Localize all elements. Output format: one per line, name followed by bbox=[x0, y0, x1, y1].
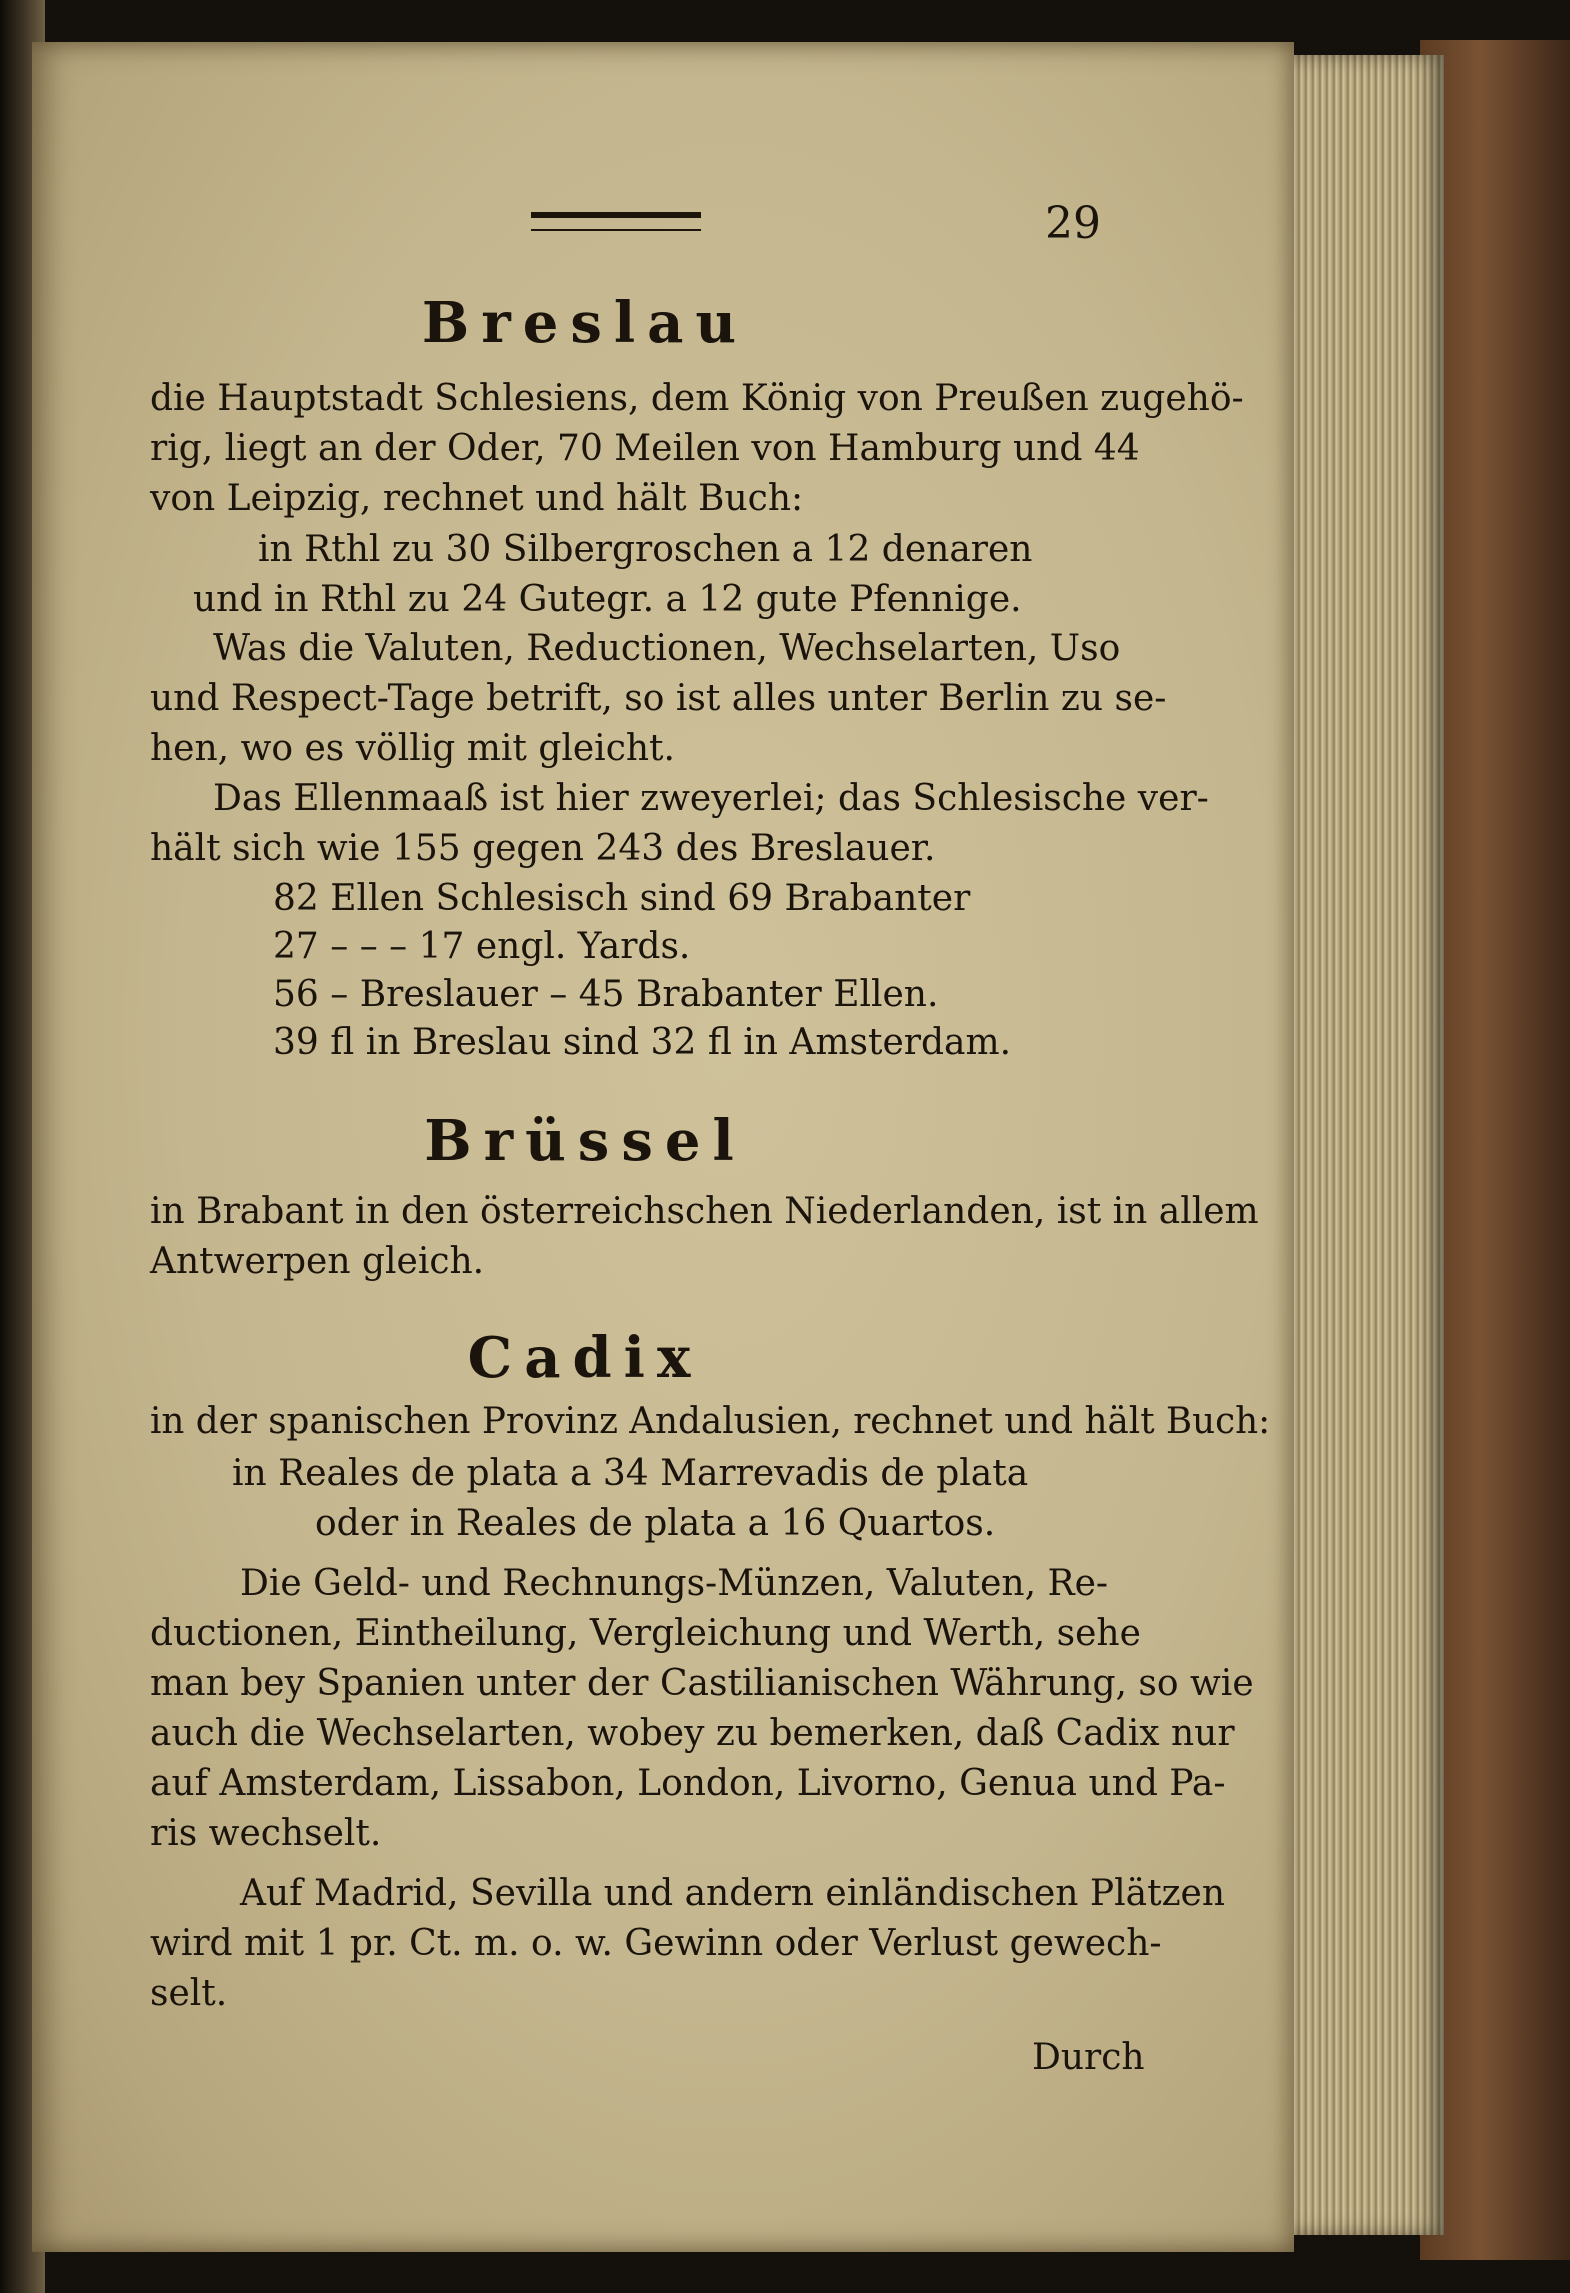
text-line: in Reales de plata a 34 Marrevadis de plata bbox=[232, 1453, 1029, 1494]
table-row: 39 fl in Breslau sind 32 fl in Amsterdam. bbox=[273, 1022, 1012, 1063]
text-line: man bey Spanien unter der Castilianischen Währung, so wie bbox=[150, 1663, 1254, 1704]
header-rule bbox=[531, 212, 701, 231]
text-line: die Hauptstadt Schlesiens, dem König von Preußen zugehö- bbox=[150, 378, 1244, 419]
text-line: Antwerpen gleich. bbox=[150, 1241, 485, 1282]
text-line: hält sich wie 155 gegen 243 des Breslauer. bbox=[150, 828, 936, 869]
text-line: und in Rthl zu 24 Gutegr. a 12 gute Pfennige. bbox=[193, 579, 1022, 620]
text-line: ris wechselt. bbox=[150, 1813, 382, 1854]
text-line: selt. bbox=[150, 1973, 228, 2014]
text-line: ductionen, Eintheilung, Vergleichung und Werth, sehe bbox=[150, 1613, 1141, 1654]
table-row: 27 – – – 17 engl. Yards. bbox=[273, 926, 691, 967]
text-line: auf Amsterdam, Lissabon, London, Livorno, Genua und Pa- bbox=[150, 1763, 1226, 1804]
table-row: 82 Ellen Schlesisch sind 69 Brabanter bbox=[273, 878, 971, 919]
section-heading-cadix: Cadix bbox=[467, 1325, 703, 1391]
text-line: wird mit 1 pr. Ct. m. o. w. Gewinn oder Verlust gewech- bbox=[150, 1923, 1162, 1964]
text-line: in Brabant in den österreichschen Niederlanden, ist in allem bbox=[150, 1191, 1259, 1232]
text-line: in Rthl zu 30 Silbergroschen a 12 denaren bbox=[258, 529, 1033, 570]
text-line: auch die Wechselarten, wobey zu bemerken, daß Cadix nur bbox=[150, 1713, 1235, 1754]
text-line: Auf Madrid, Sevilla und andern einländischen Plätzen bbox=[240, 1873, 1226, 1914]
text-line: Das Ellenmaaß ist hier zweyerlei; das Schlesische ver- bbox=[213, 778, 1209, 819]
text-line: in der spanischen Provinz Andalusien, rechnet und hält Buch: bbox=[150, 1401, 1271, 1442]
text-line: oder in Reales de plata a 16 Quartos. bbox=[315, 1503, 996, 1544]
text-line: Was die Valuten, Reductionen, Wechselarten, Uso bbox=[213, 628, 1121, 669]
text-line: hen, wo es völlig mit gleicht. bbox=[150, 728, 675, 769]
text-line: rig, liegt an der Oder, 70 Meilen von Hamburg und 44 bbox=[150, 428, 1140, 469]
page-number: 29 bbox=[1045, 198, 1101, 249]
text-line: Die Geld- und Rechnungs-Münzen, Valuten, Re- bbox=[240, 1563, 1109, 1604]
section-heading-bruessel: Brüssel bbox=[424, 1108, 746, 1174]
text-line: von Leipzig, rechnet und hält Buch: bbox=[150, 478, 804, 519]
catchword: Durch bbox=[1032, 2037, 1145, 2078]
text-line: und Respect-Tage betrift, so ist alles unter Berlin zu se- bbox=[150, 678, 1167, 719]
section-heading-breslau: Breslau bbox=[421, 290, 749, 356]
table-row: 56 – Breslauer – 45 Brabanter Ellen. bbox=[273, 974, 939, 1015]
